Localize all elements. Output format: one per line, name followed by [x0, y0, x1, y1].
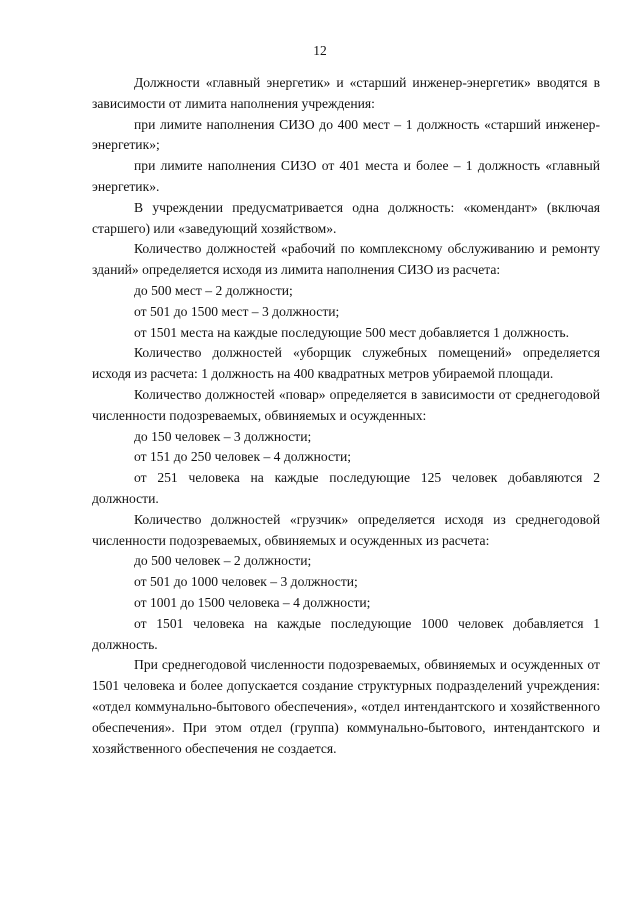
- paragraph: от 1501 человека на каждые последующие 1000 человек добавляется 1 должность.: [92, 615, 600, 652]
- paragraph: При среднегодовой численности подозреваемых, обвиняемых и осужденных от 1501 человека и более допускается создание структурных подразделений учреждения: «отдел коммунально-бытового обеспечения», «отдел интендантского и хозяйственного обеспечения». При этом отдел (группа) коммунально-бытового, интендантского и хозяйственного обеспечения не создается.: [92, 657, 600, 756]
- page-number: 12: [313, 43, 327, 58]
- document-body: [92, 73, 600, 759]
- paragraph: от 1001 до 1500 человека – 4 должности;: [134, 594, 371, 610]
- paragraph: от 251 человека на каждые последующие 125 человек добавляются 2 должности.: [92, 470, 600, 506]
- paragraph: до 500 мест – 2 должности;: [134, 282, 293, 298]
- paragraph: Количество должностей «грузчик» определяется исходя из среднегодовой численности подозреваемых, обвиняемых и осужденных из расчета:: [92, 511, 600, 548]
- paragraph: Количество должностей «рабочий по комплексному обслуживанию и ремонту зданий» определяется исходя из лимита наполнения СИЗО из расчета:: [92, 241, 600, 278]
- paragraph: до 500 человек – 2 должности;: [134, 553, 312, 569]
- paragraph: при лимите наполнения СИЗО от 401 места и более – 1 должность «главный энергетик».: [92, 158, 600, 194]
- paragraph: от 501 до 1500 мест – 3 должности;: [134, 303, 340, 319]
- paragraph: Должности «главный энергетик» и «старший инженер-энергетик» вводятся в зависимости от лимита наполнения учреждения:: [92, 75, 600, 111]
- paragraph: от 151 до 250 человек – 4 должности;: [134, 449, 352, 465]
- paragraph: от 1501 места на каждые последующие 500 мест добавляется 1 должность.: [134, 324, 570, 340]
- paragraph: Количество должностей «уборщик служебных помещений» определяется исходя из расчета: 1 должность на 400 квадратных метров убираемой площади.: [92, 345, 600, 382]
- paragraph: до 150 человек – 3 должности;: [134, 428, 312, 444]
- paragraph: В учреждении предусматривается одна должность: «комендант» (включая старшего) или «заведующий хозяйством».: [92, 199, 600, 236]
- paragraph: при лимите наполнения СИЗО до 400 мест – 1 должность «старший инженер-энергетик»;: [92, 116, 600, 153]
- paragraph: Количество должностей «повар» определяется в зависимости от среднегодовой численности подозреваемых, обвиняемых и осужденных:: [92, 386, 600, 423]
- paragraph: от 501 до 1000 человек – 3 должности;: [134, 574, 358, 590]
